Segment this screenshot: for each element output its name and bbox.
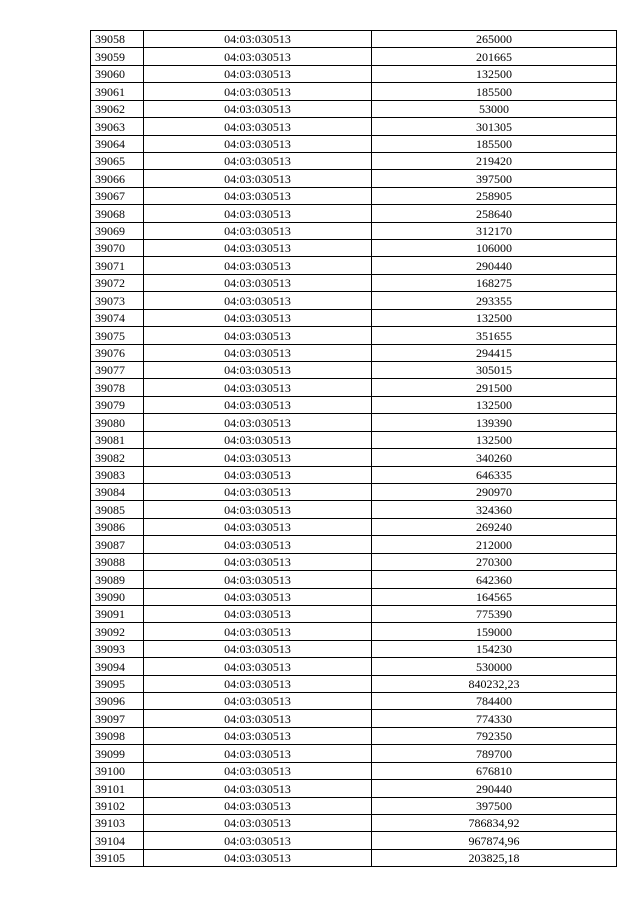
code-cell: 04:03:030513 xyxy=(144,605,372,622)
row-id-cell: 39104 xyxy=(91,832,144,849)
row-id-cell: 39079 xyxy=(91,396,144,413)
code-cell: 04:03:030513 xyxy=(144,135,372,152)
code-cell: 04:03:030513 xyxy=(144,292,372,309)
code-cell: 04:03:030513 xyxy=(144,466,372,483)
code-cell: 04:03:030513 xyxy=(144,309,372,326)
amount-cell: 291500 xyxy=(372,379,617,396)
table-row xyxy=(91,170,617,187)
amount-cell: 786834,92 xyxy=(372,814,617,831)
table-row xyxy=(91,449,617,466)
table-row xyxy=(91,797,617,814)
table-row xyxy=(91,362,617,379)
amount-cell: 792350 xyxy=(372,727,617,744)
code-cell: 04:03:030513 xyxy=(144,187,372,204)
table-row xyxy=(91,553,617,570)
table-row xyxy=(91,240,617,257)
code-cell: 04:03:030513 xyxy=(144,501,372,518)
table-row xyxy=(91,675,617,692)
amount-cell: 270300 xyxy=(372,553,617,570)
table-row xyxy=(91,571,617,588)
amount-cell: 132500 xyxy=(372,431,617,448)
row-id-cell: 39066 xyxy=(91,170,144,187)
table-row xyxy=(91,536,617,553)
code-cell: 04:03:030513 xyxy=(144,588,372,605)
table-row xyxy=(91,292,617,309)
code-cell: 04:03:030513 xyxy=(144,65,372,82)
code-cell: 04:03:030513 xyxy=(144,710,372,727)
code-cell: 04:03:030513 xyxy=(144,536,372,553)
code-cell: 04:03:030513 xyxy=(144,797,372,814)
row-id-cell: 39099 xyxy=(91,745,144,762)
amount-cell: 324360 xyxy=(372,501,617,518)
row-id-cell: 39086 xyxy=(91,518,144,535)
table-row xyxy=(91,118,617,135)
table-row xyxy=(91,814,617,831)
row-id-cell: 39094 xyxy=(91,658,144,675)
table-row xyxy=(91,379,617,396)
row-id-cell: 39095 xyxy=(91,675,144,692)
row-id-cell: 39084 xyxy=(91,483,144,500)
amount-cell: 219420 xyxy=(372,152,617,169)
code-cell: 04:03:030513 xyxy=(144,762,372,779)
table-row xyxy=(91,65,617,82)
table-row xyxy=(91,152,617,169)
row-id-cell: 39100 xyxy=(91,762,144,779)
code-cell: 04:03:030513 xyxy=(144,832,372,849)
row-id-cell: 39103 xyxy=(91,814,144,831)
row-id-cell: 39077 xyxy=(91,362,144,379)
amount-cell: 789700 xyxy=(372,745,617,762)
table-row xyxy=(91,710,617,727)
row-id-cell: 39070 xyxy=(91,240,144,257)
table-row xyxy=(91,849,617,866)
code-cell: 04:03:030513 xyxy=(144,658,372,675)
amount-cell: 106000 xyxy=(372,240,617,257)
row-id-cell: 39058 xyxy=(91,31,144,48)
code-cell: 04:03:030513 xyxy=(144,780,372,797)
code-cell: 04:03:030513 xyxy=(144,849,372,866)
amount-cell: 642360 xyxy=(372,571,617,588)
amount-cell: 185500 xyxy=(372,83,617,100)
amount-cell: 132500 xyxy=(372,396,617,413)
code-cell: 04:03:030513 xyxy=(144,518,372,535)
table-row xyxy=(91,605,617,622)
code-cell: 04:03:030513 xyxy=(144,257,372,274)
amount-cell: 312170 xyxy=(372,222,617,239)
code-cell: 04:03:030513 xyxy=(144,814,372,831)
amount-cell: 646335 xyxy=(372,466,617,483)
table-row xyxy=(91,309,617,326)
table-row xyxy=(91,693,617,710)
table-row xyxy=(91,48,617,65)
amount-cell: 290440 xyxy=(372,780,617,797)
row-id-cell: 39096 xyxy=(91,693,144,710)
amount-cell: 132500 xyxy=(372,309,617,326)
table-row xyxy=(91,658,617,675)
row-id-cell: 39064 xyxy=(91,135,144,152)
amount-cell: 351655 xyxy=(372,327,617,344)
amount-cell: 139390 xyxy=(372,414,617,431)
amount-cell: 290440 xyxy=(372,257,617,274)
code-cell: 04:03:030513 xyxy=(144,274,372,291)
code-cell: 04:03:030513 xyxy=(144,745,372,762)
amount-cell: 290970 xyxy=(372,483,617,500)
table-row xyxy=(91,518,617,535)
amount-cell: 293355 xyxy=(372,292,617,309)
row-id-cell: 39085 xyxy=(91,501,144,518)
table-row xyxy=(91,414,617,431)
row-id-cell: 39071 xyxy=(91,257,144,274)
table-row xyxy=(91,832,617,849)
code-cell: 04:03:030513 xyxy=(144,396,372,413)
row-id-cell: 39101 xyxy=(91,780,144,797)
code-cell: 04:03:030513 xyxy=(144,222,372,239)
table-row xyxy=(91,100,617,117)
table-row xyxy=(91,274,617,291)
row-id-cell: 39087 xyxy=(91,536,144,553)
code-cell: 04:03:030513 xyxy=(144,100,372,117)
amount-cell: 294415 xyxy=(372,344,617,361)
code-cell: 04:03:030513 xyxy=(144,675,372,692)
row-id-cell: 39073 xyxy=(91,292,144,309)
row-id-cell: 39062 xyxy=(91,100,144,117)
code-cell: 04:03:030513 xyxy=(144,553,372,570)
data-table xyxy=(90,30,617,867)
code-cell: 04:03:030513 xyxy=(144,431,372,448)
table-row xyxy=(91,257,617,274)
amount-cell: 774330 xyxy=(372,710,617,727)
code-cell: 04:03:030513 xyxy=(144,83,372,100)
row-id-cell: 39081 xyxy=(91,431,144,448)
amount-cell: 159000 xyxy=(372,623,617,640)
table-row xyxy=(91,780,617,797)
amount-cell: 530000 xyxy=(372,658,617,675)
table-row xyxy=(91,588,617,605)
row-id-cell: 39078 xyxy=(91,379,144,396)
amount-cell: 185500 xyxy=(372,135,617,152)
amount-cell: 201665 xyxy=(372,48,617,65)
code-cell: 04:03:030513 xyxy=(144,414,372,431)
amount-cell: 397500 xyxy=(372,170,617,187)
row-id-cell: 39068 xyxy=(91,205,144,222)
row-id-cell: 39063 xyxy=(91,118,144,135)
row-id-cell: 39089 xyxy=(91,571,144,588)
amount-cell: 212000 xyxy=(372,536,617,553)
row-id-cell: 39080 xyxy=(91,414,144,431)
code-cell: 04:03:030513 xyxy=(144,240,372,257)
table-row xyxy=(91,623,617,640)
amount-cell: 154230 xyxy=(372,640,617,657)
amount-cell: 265000 xyxy=(372,31,617,48)
amount-cell: 203825,18 xyxy=(372,849,617,866)
row-id-cell: 39088 xyxy=(91,553,144,570)
code-cell: 04:03:030513 xyxy=(144,118,372,135)
row-id-cell: 39075 xyxy=(91,327,144,344)
amount-cell: 775390 xyxy=(372,605,617,622)
table-row xyxy=(91,396,617,413)
row-id-cell: 39074 xyxy=(91,309,144,326)
amount-cell: 301305 xyxy=(372,118,617,135)
code-cell: 04:03:030513 xyxy=(144,693,372,710)
row-id-cell: 39083 xyxy=(91,466,144,483)
row-id-cell: 39060 xyxy=(91,65,144,82)
row-id-cell: 39105 xyxy=(91,849,144,866)
amount-cell: 840232,23 xyxy=(372,675,617,692)
code-cell: 04:03:030513 xyxy=(144,449,372,466)
code-cell: 04:03:030513 xyxy=(144,379,372,396)
row-id-cell: 39092 xyxy=(91,623,144,640)
code-cell: 04:03:030513 xyxy=(144,727,372,744)
row-id-cell: 39069 xyxy=(91,222,144,239)
code-cell: 04:03:030513 xyxy=(144,48,372,65)
amount-cell: 132500 xyxy=(372,65,617,82)
table-row xyxy=(91,187,617,204)
code-cell: 04:03:030513 xyxy=(144,483,372,500)
amount-cell: 258640 xyxy=(372,205,617,222)
row-id-cell: 39102 xyxy=(91,797,144,814)
table-row xyxy=(91,135,617,152)
row-id-cell: 39090 xyxy=(91,588,144,605)
code-cell: 04:03:030513 xyxy=(144,170,372,187)
code-cell: 04:03:030513 xyxy=(144,152,372,169)
row-id-cell: 39067 xyxy=(91,187,144,204)
amount-cell: 164565 xyxy=(372,588,617,605)
row-id-cell: 39091 xyxy=(91,605,144,622)
amount-cell: 269240 xyxy=(372,518,617,535)
code-cell: 04:03:030513 xyxy=(144,327,372,344)
row-id-cell: 39059 xyxy=(91,48,144,65)
table-row xyxy=(91,466,617,483)
code-cell: 04:03:030513 xyxy=(144,640,372,657)
code-cell: 04:03:030513 xyxy=(144,362,372,379)
table-row xyxy=(91,31,617,48)
row-id-cell: 39082 xyxy=(91,449,144,466)
amount-cell: 168275 xyxy=(372,274,617,291)
table-row xyxy=(91,640,617,657)
row-id-cell: 39076 xyxy=(91,344,144,361)
table-row xyxy=(91,501,617,518)
row-id-cell: 39061 xyxy=(91,83,144,100)
table-row xyxy=(91,327,617,344)
amount-cell: 967874,96 xyxy=(372,832,617,849)
code-cell: 04:03:030513 xyxy=(144,205,372,222)
row-id-cell: 39098 xyxy=(91,727,144,744)
row-id-cell: 39072 xyxy=(91,274,144,291)
amount-cell: 784400 xyxy=(372,693,617,710)
amount-cell: 340260 xyxy=(372,449,617,466)
table-row xyxy=(91,727,617,744)
amount-cell: 53000 xyxy=(372,100,617,117)
amount-cell: 397500 xyxy=(372,797,617,814)
table-row xyxy=(91,431,617,448)
code-cell: 04:03:030513 xyxy=(144,344,372,361)
table-row xyxy=(91,762,617,779)
table-row xyxy=(91,83,617,100)
row-id-cell: 39097 xyxy=(91,710,144,727)
amount-cell: 258905 xyxy=(372,187,617,204)
code-cell: 04:03:030513 xyxy=(144,623,372,640)
table-body xyxy=(91,31,617,867)
table-row xyxy=(91,205,617,222)
row-id-cell: 39065 xyxy=(91,152,144,169)
table-row xyxy=(91,344,617,361)
amount-cell: 676810 xyxy=(372,762,617,779)
table-row xyxy=(91,483,617,500)
row-id-cell: 39093 xyxy=(91,640,144,657)
code-cell: 04:03:030513 xyxy=(144,31,372,48)
amount-cell: 305015 xyxy=(372,362,617,379)
table-row xyxy=(91,222,617,239)
table-row xyxy=(91,745,617,762)
code-cell: 04:03:030513 xyxy=(144,571,372,588)
